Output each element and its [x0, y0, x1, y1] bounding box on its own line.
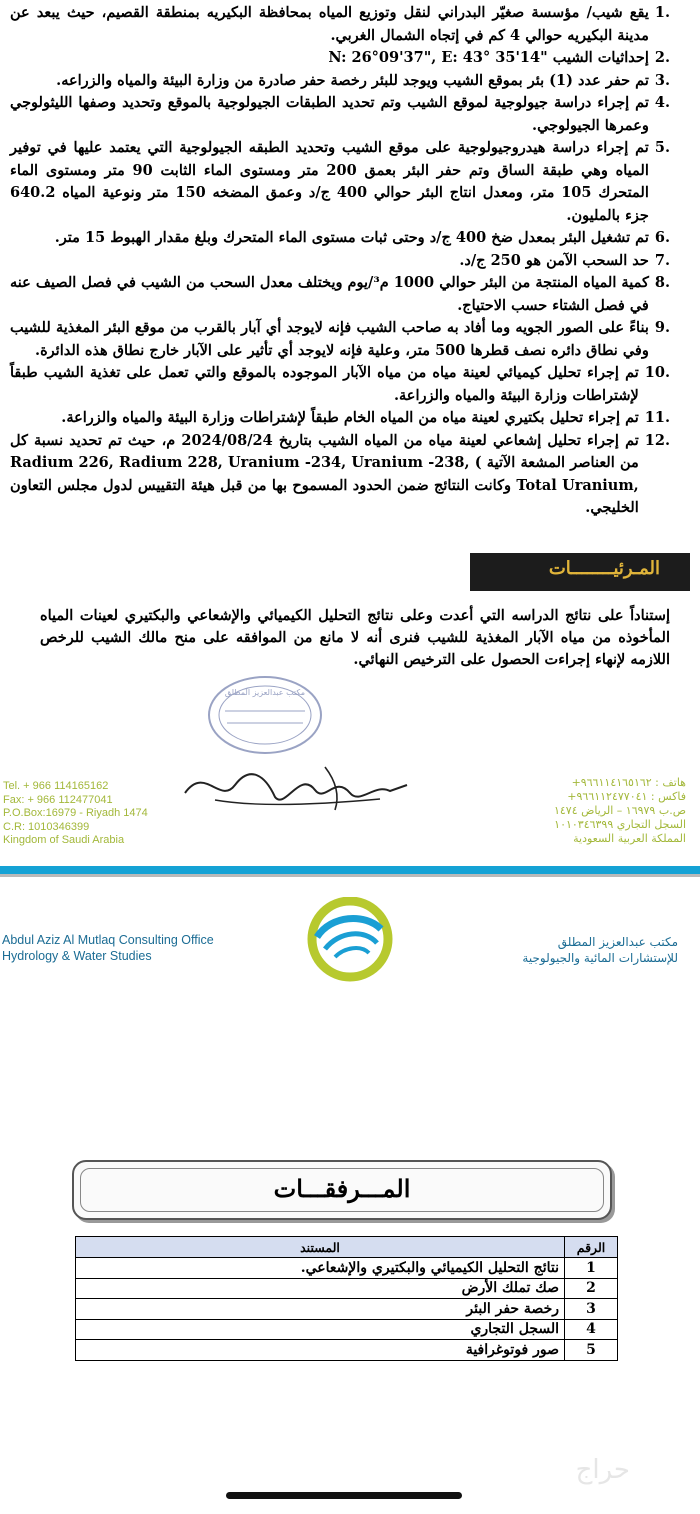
row-document: السجل التجاري	[76, 1319, 565, 1340]
country: Kingdom of Saudi Arabia	[3, 834, 125, 846]
contact-info-ar	[554, 776, 686, 846]
table-row	[76, 1258, 618, 1279]
item-number: 4.	[654, 94, 670, 111]
column-header-document: المستند	[76, 1237, 565, 1258]
country-ar: المملكة العربية السعودية	[573, 832, 686, 845]
table-row	[76, 1340, 618, 1361]
item-text: تم تشغيل البئر بمعدل ضخ 400 ج/د وحتى ثبات مستوى الماء المتحرك وبلغ مقدار الهبوط 15 متر.	[54, 229, 649, 246]
item-text-part: وكانت النتائج ضمن الحدود المسموح بها من قبل هيئة التقييس لدول مجلس التعاون الخليجي.	[10, 476, 639, 516]
table-row	[76, 1278, 618, 1299]
radioactive-elements: Radium 226, Radium 228, Uranium -234, Uranium -238, ( Total Uranium,	[10, 454, 639, 494]
item-text	[10, 430, 639, 520]
item-text: كمية المياه المنتجة من البئر حوالي 1000 م³/يوم ويختلف معدل السحب من الشيب في فصل الصيف عنه في فصل الشتاء حسب الاحتياج.	[10, 274, 649, 314]
item-number: 7.	[654, 251, 670, 269]
po-box: P.O.Box:16979 - Riyadh 1474	[3, 807, 148, 819]
row-document: صك تملك الأرض	[76, 1278, 565, 1299]
item-text: بناءً على الصور الجويه وما أفاد به صاحب الشيب فإنه لايوجد أي آبار بالقرب من موقع البئر المغذية للشيب وفي نطاق دائره نصف قطرها 500 متر، وعلية فإنه لايوجد أي تأثير على الآبار خارج نطاق هذه الدائرة.	[10, 319, 649, 359]
item-text: حد السحب الآمن هو 250 ج/د.	[459, 251, 649, 269]
phone: Tel. + 966 114165162	[3, 780, 109, 792]
item-text: تم إجراء تحليل بكتيري لعينة مياه من المياه الخام طبقاً لإشتراطات وزارة البيئة والمياه والزراعة.	[61, 409, 639, 426]
signature-icon	[175, 755, 415, 815]
item-text	[10, 47, 649, 70]
company-name-ar	[522, 934, 678, 966]
list-item	[10, 47, 670, 70]
commercial-register: C.R: 1010346399	[3, 820, 90, 833]
item-text: تم إجراء دراسة هيدروجيولوجية على موقع الشيب وتحديد الطبقه الجيولوجية التي يعتمد عليها في توفير المياه وهي طبقة الساق وتم حفر البئر بعمق 200 متر ومستوى الماء الثابت 90 متر ومستوى الماء المتحرك 105 متر، ومعدل انتاج البئر حوالي 400 ج/د وعمق المضخه 150 متر ونوعية المياه 640.2 جزء بالمليون.	[10, 139, 649, 224]
row-number: 5	[565, 1340, 618, 1361]
company-title-ar: مكتب عبدالعزيز المطلق	[557, 935, 678, 949]
item-text: تم إجراء تحليل كيميائي لعينة مياه من مياه الآبار الموجوده بالموقع والتي تعمل على تغذية الشيب طبقاً لإشتراطات وزارة البيئة والمياه والزراعة.	[10, 364, 639, 404]
list-item	[10, 227, 670, 250]
item-number: 2.	[654, 49, 670, 66]
table-row	[76, 1299, 618, 1320]
item-text: يقع شيب/ مؤسسة صغيّر البدراني لنقل وتوزيع المياه بمحافظة البكيريه بمنطقة القصيم، حيث يبعد عن مدينة البكيريه حوالي 4 كم في إتجاه الشمال الغربي.	[10, 4, 649, 44]
company-title-en: Abdul Aziz Al Mutlaq Consulting Office	[2, 933, 214, 947]
footer-divider-shadow	[0, 874, 700, 877]
list-item	[10, 317, 670, 362]
item-text-part: تم إجراء تحليل إشعاعي لعينة مياه من المياه الشيب بتاريخ 2024/08/24 م، حيث تم تحديد نسبة كل من العناصر المشعة الآتية	[10, 431, 639, 471]
list-item	[10, 272, 670, 317]
company-logo-icon	[303, 897, 398, 982]
item-number: 8.	[654, 274, 670, 291]
item-number: 12.	[644, 431, 670, 449]
item-number: 1.	[654, 4, 670, 21]
coords-label: إحداثيات الشيب	[552, 49, 649, 66]
item-number: 5.	[654, 139, 670, 156]
coordinates: N: 26°09'37", E: 43° 35'14"	[328, 49, 548, 66]
commercial-register-ar: السجل التجاري ١٠١٠٣٤٦٣٩٩	[554, 818, 686, 831]
table-row	[76, 1319, 618, 1340]
footer-divider	[0, 866, 700, 874]
list-item	[10, 407, 670, 430]
stamp-icon	[205, 673, 325, 758]
row-number: 1	[565, 1258, 618, 1279]
item-number: 6.	[654, 229, 670, 246]
column-header-number: الرقم	[565, 1237, 618, 1258]
fax-ar: فاكس : ٩٦٦١١٢٤٧٧٠٤١+	[567, 790, 686, 803]
item-text: تم إجراء دراسة جيولوجية لموقع الشيب وتم تحديد الطبقات الجيولوجية بالموقع وتحديد وصفها الليثولوجي وعمرها الجيولوجي.	[10, 94, 649, 134]
conclusion-paragraph: إستناداً على نتائج الدراسه التي أعدت وعلى نتائج التحليل الكيميائي والإشعاعي والبكتيري لعينات المياه المأخوذه من مياه الآبار المغذية للشيب فنرى أنه لا مانع من الموافقه على منح مالك الشيب للرخص اللازمه لإنهاء إجراءت الحصول على الترخيص النهائي.	[40, 607, 670, 668]
item-number: 11.	[644, 409, 670, 426]
item-text: تم حفر عدد (1) بئر بموقع الشيب ويوجد للبئر رخصة حفر صادرة من وزارة البيئة والمياه والزراعه.	[56, 71, 649, 89]
attachments-table	[75, 1236, 618, 1361]
row-number: 4	[565, 1319, 618, 1340]
row-document: نتائج التحليل الكيميائي والبكتيري والإشعاعي.	[76, 1258, 565, 1279]
table-header-row	[76, 1237, 618, 1258]
company-subtitle-ar: للإستشارات المائية والجيولوجية	[522, 951, 678, 965]
row-document: صور فوتوغرافية	[76, 1340, 565, 1361]
company-subtitle-en: Hydrology & Water Studies	[2, 949, 152, 963]
fax: Fax: + 966 112477041	[3, 793, 113, 806]
row-document: رخصة حفر البئر	[76, 1299, 565, 1320]
item-number: 9.	[654, 319, 670, 336]
contact-info-en	[3, 780, 148, 848]
list-item	[10, 250, 670, 273]
item-number: 10.	[644, 364, 670, 381]
list-item	[10, 430, 670, 520]
company-name-en	[2, 932, 214, 964]
list-item	[10, 70, 670, 93]
findings-list	[10, 2, 670, 520]
section-heading: المـرئيــــــــات	[548, 558, 660, 579]
list-item	[10, 137, 670, 227]
item-number: 3.	[654, 71, 670, 89]
list-item	[10, 92, 670, 137]
list-item	[10, 362, 670, 407]
section-banner	[470, 553, 690, 591]
attachments-title: المـــرفقـــات	[273, 1174, 411, 1203]
watermark: حراج	[575, 1455, 630, 1485]
po-box-ar: ص.ب ١٦٩٧٩ – الرياض ١٤٧٤	[553, 804, 686, 817]
home-indicator[interactable]	[226, 1492, 462, 1499]
attachments-title-box	[72, 1160, 612, 1220]
list-item	[10, 2, 670, 47]
stamp-text: مكتب عبدالعزيز المطلق	[224, 688, 306, 697]
row-number: 2	[565, 1278, 618, 1299]
row-number: 3	[565, 1299, 618, 1320]
phone-ar: هاتف : ٩٦٦١١٤١٦٥١٦٢+	[571, 776, 686, 789]
